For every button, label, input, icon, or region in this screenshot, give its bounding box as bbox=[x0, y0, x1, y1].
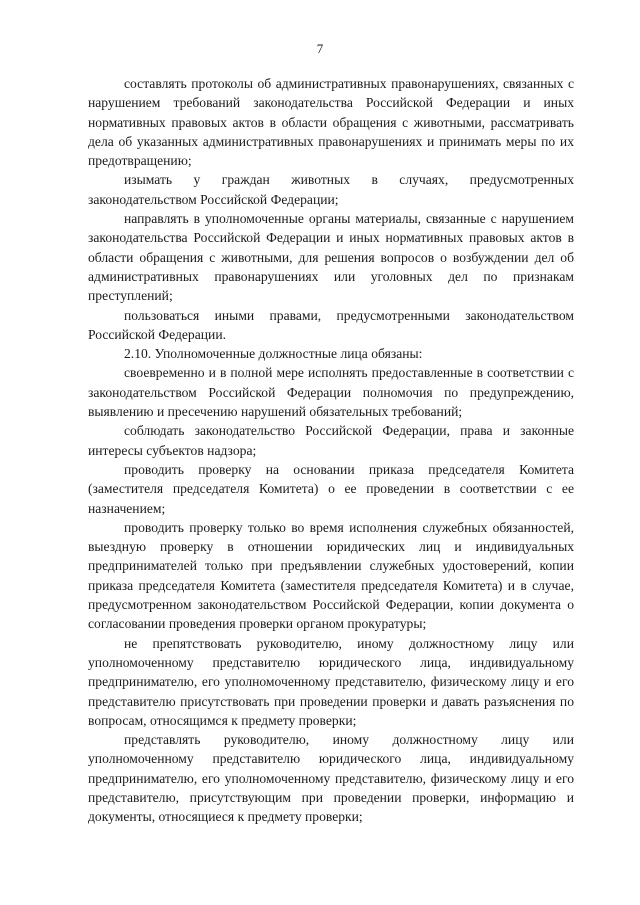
page-number: 7 bbox=[316, 41, 324, 56]
paragraph-8: проводить проверку на основании приказа председателя Комитета (заместителя председателя Комитета) о ее проведении в соответствии с ее назначением; bbox=[88, 461, 574, 516]
paragraph-3: направлять в уполномоченные органы материалы, связанные с нарушением законодательства Российской Федерации и иных нормативных правовых актов в области обращения с животными, для решения вопросов о возбуждении дел об административных правонарушениях или уголовных дел по признакам преступлений; bbox=[88, 211, 574, 304]
document-body bbox=[88, 74, 574, 827]
paragraph-11: представлять руководителю, иному должностному лицу или уполномоченному представителю юридического лица, индивидуальному предпринимателю, его уполномоченному представителю, физическому лицу и его представителю, присутствующим при проведении проверки, информацию и документы, относящиеся к предмету проверки; bbox=[88, 732, 574, 825]
paragraph-1: составлять протоколы об административных правонарушениях, связанных с нарушением требований законодательства Российской Федерации и иных нормативных правовых актов в области обращения с животными, рассматривать дела об указанных административных правонарушениях и принимать меры по их предотвращению; bbox=[88, 76, 574, 169]
paragraph-10: не препятствовать руководителю, иному должностному лицу или уполномоченному представителю юридического лица, индивидуальному предпринимателю, его уполномоченному представителю, физическому лицу и его представителю присутствовать при проведении проверки и давать разъяснения по вопросам, относящимся к предмету проверки; bbox=[88, 635, 574, 728]
paragraph-2: изымать у граждан животных в случаях, предусмотренных законодательством Российской Федерации; bbox=[88, 172, 574, 207]
paragraph-6: своевременно и в полной мере исполнять предоставленные в соответствии с законодательством Российской Федерации полномочия по предупреждению, выявлению и пресечению нарушений обязательных требований; bbox=[88, 365, 574, 420]
paragraph-9: проводить проверку только во время исполнения служебных обязанностей, выездную проверку в отношении юридических лиц и индивидуальных предпринимателей только при предъявлении служебных удостоверений, копии приказа председателя Комитета (заместителя председателя Комитета) и в случае, предусмотренном законодательством Российской Федерации, копии документа о согласовании проведения проверки органом прокуратуры; bbox=[88, 519, 574, 632]
paragraph-4: пользоваться иными правами, предусмотренными законодательством Российской Федерации. bbox=[88, 307, 574, 342]
paragraph-7: соблюдать законодательство Российской Федерации, права и законные интересы субъектов надзора; bbox=[88, 423, 574, 458]
section-heading-2-10: 2.10. Уполномоченные должностные лица обязаны: bbox=[124, 346, 423, 362]
